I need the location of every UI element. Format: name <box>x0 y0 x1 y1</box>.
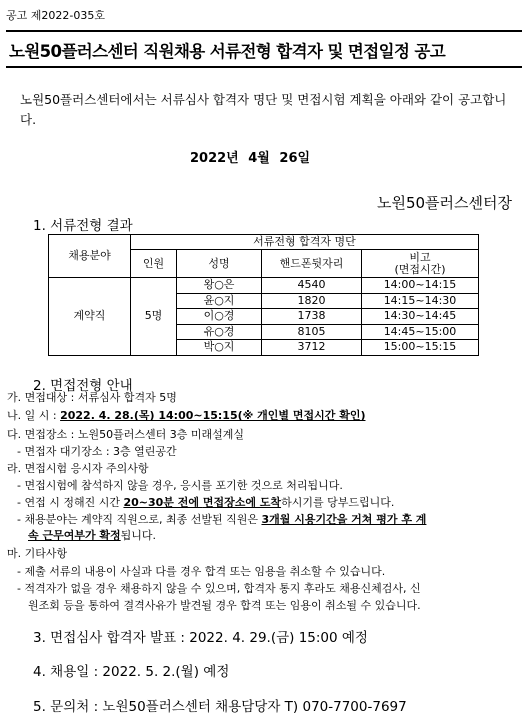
cell-name: 박○지 <box>177 340 262 356</box>
ra3-line2-suffix: 됩니다. <box>120 529 157 542</box>
section-2-item-ma1: - 제출 서류의 내용이 사실과 다를 경우 합격 또는 임용을 취소할 수 있습니다. <box>17 565 386 578</box>
cell-time: 14:30~14:45 <box>362 309 479 325</box>
ra2-suffix: 하시기를 당부드립니다. <box>281 496 395 509</box>
header-group: 서류전형 합격자 명단 <box>131 235 479 250</box>
header-count: 인원 <box>131 250 177 278</box>
section-2-item-ra2 <box>17 496 394 510</box>
section-2-item-ra1: - 면접시험에 참석하지 않을 경우, 응시를 포기한 것으로 처리됩니다. <box>17 479 343 492</box>
table-row <box>49 278 479 294</box>
header-note-line1: 비고 <box>409 250 431 264</box>
ra2-bold-arrive: 면접장소에 도착 <box>202 496 282 509</box>
section-4: 4. 채용일 : 2022. 5. 2.(월) 예정 <box>33 664 230 680</box>
cell-phone: 8105 <box>262 324 362 340</box>
section-2-item-ma: 마. 기타사항 <box>7 547 68 560</box>
section-2-heading: 2. 면접전형 안내 <box>33 378 133 394</box>
intro-paragraph: 노원50플러스센터에서는 서류심사 합격자 명단 및 면접시험 계획을 아래와 같이 공고합니다. <box>20 92 507 127</box>
results-table <box>48 234 479 356</box>
section-2-item-ra: 라. 면접시험 응시자 주의사항 <box>7 462 149 475</box>
notice-date: 2022년 4월 26일 <box>190 151 311 166</box>
cell-field: 계약직 <box>49 278 131 356</box>
cell-phone: 3712 <box>262 340 362 356</box>
ra3-line2-bold: 속 근무여부가 확정 <box>28 529 121 542</box>
cell-phone: 1820 <box>262 293 362 309</box>
section-3: 3. 면접심사 합격자 발표 : 2022. 4. 29.(금) 15:00 예정 <box>33 630 368 646</box>
ra3-bold: 3개월 시용기간을 거쳐 평가 후 계 <box>261 513 427 526</box>
item-na-prefix: 나. 일 시 : <box>7 409 61 422</box>
section-2-item-da-sub: - 면접자 대기장소 : 3층 열린공간 <box>17 445 177 458</box>
title-bottom-rule <box>6 66 522 68</box>
ra2-bold-time: 20~30분 전에 <box>123 496 203 509</box>
section-2-item-ma2-line2: 원조회 등을 통하여 결격사유가 발견될 경우 합격 또는 임용이 취소될 수 있습니다. <box>28 599 421 612</box>
title-top-rule <box>6 30 522 32</box>
cell-name: 유○경 <box>177 324 262 340</box>
header-note-line2: (면접시간) <box>394 262 446 276</box>
page-title: 노원50플러스센터 직원채용 서류전형 합격자 및 면접일정 공고 <box>9 42 446 61</box>
cell-phone: 1738 <box>262 309 362 325</box>
cell-name: 왕○은 <box>177 278 262 294</box>
section-2-item-da: 다. 면접장소 : 노원50플러스센터 3층 미래설계실 <box>7 428 244 441</box>
section-2-item-na <box>7 409 365 423</box>
cell-name: 이○경 <box>177 309 262 325</box>
header-name: 성명 <box>177 250 262 278</box>
cell-phone: 4540 <box>262 278 362 294</box>
ra2-prefix: - 연접 시 정해진 시간 <box>17 496 124 509</box>
section-2-item-ra3 <box>17 513 426 527</box>
interview-datetime: 2022. 4. 28.(목) 14:00~15:15(※ 개인별 면접시간 확인) <box>60 409 366 422</box>
cell-time: 14:15~14:30 <box>362 293 479 309</box>
section-5: 5. 문의처 : 노원50플러스센터 채용담당자 T) 070-7700-7697 <box>33 699 407 715</box>
organization-signature: 노원50플러스센터장 <box>376 194 512 212</box>
header-field: 채용분야 <box>49 235 131 278</box>
section-2-item-ra3-line2 <box>28 529 156 543</box>
header-phone: 핸드폰뒷자리 <box>262 250 362 278</box>
header-note <box>362 250 479 278</box>
ra3-prefix: - 채용분야는 계약직 직원으로, 최종 선발된 직원은 <box>17 513 262 526</box>
section-1-heading: 1. 서류전형 결과 <box>33 218 133 234</box>
cell-name: 윤○지 <box>177 293 262 309</box>
cell-count: 5명 <box>131 278 177 356</box>
section-2-item-ma2: - 적격자가 없을 경우 채용하지 않을 수 있으며, 합격자 통지 후라도 채용신체검사, 신 <box>17 582 421 595</box>
cell-time: 14:00~14:15 <box>362 278 479 294</box>
cell-time: 14:45~15:00 <box>362 324 479 340</box>
notice-number: 공고 제2022-035호 <box>6 9 105 22</box>
cell-time: 15:00~15:15 <box>362 340 479 356</box>
section-2-item-ga: 가. 면접대상 : 서류심사 합격자 5명 <box>7 391 177 404</box>
